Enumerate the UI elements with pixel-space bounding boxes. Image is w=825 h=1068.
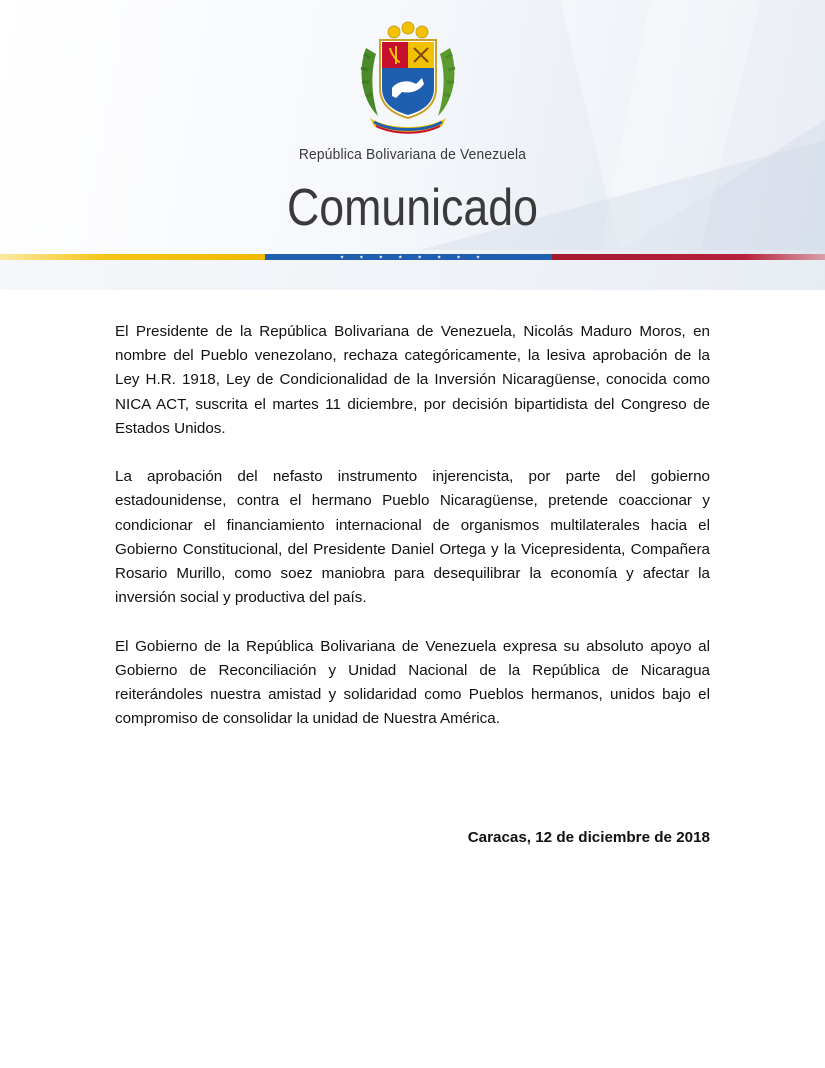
star-icon xyxy=(398,255,402,259)
place-and-date: Caracas, 12 de diciembre de 2018 xyxy=(467,829,710,846)
flag-stars xyxy=(340,254,480,260)
paragraph-3: El Gobierno de la República Bolivariana de Venezuela expresa su absoluto apoyo al Gobierno de Reconciliación y Unidad Nacional de la República de Nicaragua reiterándoles nuestra amistad y solidaridad como Pueblos hermanos, unidos bajo el compromiso de consolidar la unidad de Nuestra América. xyxy=(115,637,710,728)
star-icon xyxy=(437,255,441,259)
paragraph-2: La aprobación del nefasto instrumento injerencista, por parte del gobierno estadounidense, contra el hermano Pueblo Nicaragüense, pretende coaccionar y condicionar el financiamiento internacional de organismos multilaterales hacia el Gobierno Constitucional, del Presidente Daniel Ortega y la Vicepresidenta, Compañera Rosario Murillo, como soez maniobra para desequilibrar la economía y afectar la inversión social y productiva del país. xyxy=(115,468,710,607)
statement-body xyxy=(115,320,710,756)
star-icon xyxy=(457,255,461,259)
star-icon xyxy=(476,255,480,259)
flag-stripe-red xyxy=(552,254,825,260)
coat-of-arms-venezuela-icon xyxy=(352,18,464,138)
star-icon xyxy=(340,255,344,259)
document-title: Comunicado xyxy=(286,179,539,237)
star-icon xyxy=(379,255,383,259)
flag-stripe-yellow xyxy=(0,254,265,260)
star-icon xyxy=(359,255,363,259)
star-icon xyxy=(418,255,422,259)
paragraph-1: El Presidente de la República Bolivariana de Venezuela, Nicolás Maduro Moros, en nombre del Pueblo venezolano, rechaza categóricamente, la lesiva aprobación de la Ley H.R. 1918, Ley de Condicionalidad de la Inversión Nicaragüense, conocida como NICA ACT, suscrita el martes 11 diciembre, por decisión bipartidista del Congreso de Estados Unidos. xyxy=(115,323,710,437)
country-name: República Bolivariana de Venezuela xyxy=(298,146,527,163)
document-header xyxy=(0,0,825,290)
